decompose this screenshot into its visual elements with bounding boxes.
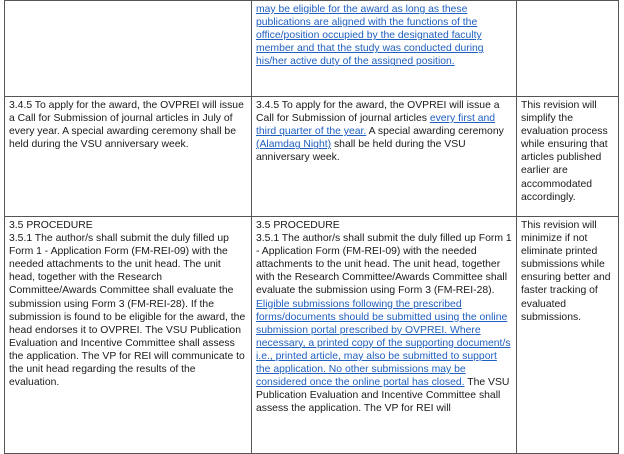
added-text: Eligible submissions following the prescribed forms/documents should be submitted using the online submission portal prescribed by OVPREI. Where necessary, a printed copy of the supporting document/s i.e., printed article, may also be submitted to support the application. No other submissions may be considered once the online portal has closed. (256, 298, 511, 389)
table-row (5, 1, 619, 97)
section-heading: 3.5 PROCEDURE (9, 220, 93, 231)
revised-provision-cell (252, 217, 517, 454)
added-text: every first and third quarter of the year. (256, 113, 496, 138)
revised-text: 3.5.1 The author/s shall submit the duly filled up Form 1 - Application Form (FM-REI-09) with the needed attachments to the unit head. The unit head, together with the Research Committee/Awards Committee shall evaluate the submission using Form 3 (FM-REI-28). (256, 233, 512, 297)
original-text: 3.4.5 To apply for the award, the OVPREI will issue a Call for Submission of journal articles in July of every year. A special awarding ceremony shall be held during the VSU anniversary week. (9, 100, 244, 151)
revised-text: A special awarding ceremony (366, 126, 504, 138)
rationale-text: This revision will simplify the evaluation process while ensuring that articles published earlier are accommodated accordingly. (521, 100, 608, 203)
revised-provision-cell (252, 1, 517, 97)
revised-text: shall be held during the VSU anniversary week. (256, 139, 466, 164)
revised-text: 3.4.5 To apply for the award, the OVPREI will issue a Call for Submission of journal articles (256, 100, 500, 125)
revised-text: The VSU Publication Evaluation and Incentive Committee shall assess the application. The VP for REI will (256, 377, 510, 415)
original-provision-cell (5, 1, 252, 97)
rationale-cell (517, 97, 619, 217)
revised-provision-cell (252, 97, 517, 217)
added-text: may be eligible for the award as long as these publications are aligned with the functions of the office/position occupied by the designated faculty member and that the study was conducted during his/her active duty of the assigned position. (256, 4, 484, 68)
section-heading: 3.5 PROCEDURE (256, 220, 340, 231)
rationale-cell (517, 1, 619, 97)
original-provision-cell (5, 217, 252, 454)
added-text: (Alamdag Night) (256, 139, 332, 151)
original-provision-cell (5, 97, 252, 217)
rationale-text: This revision will minimize if not eliminate printed submissions while ensuring better and faster tracking of evaluated submissions. (521, 220, 611, 323)
original-text: 3.5.1 The author/s shall submit the duly filled up Form 1 - Application Form (FM-REI-09) with the needed attachments to the unit head. The unit head, together with the Research Committee/Awards Committee shall evaluate the submission using Form 3 (FM-REI-28). If the submission is found to be eligible for the award, the head endorses it to OVPREI. The VSU Publication Evaluation and Incentive Committee shall assess the application. The VP for REI will communicate to the unit head regarding the results of the evaluation. (9, 233, 246, 389)
table-row (5, 217, 619, 454)
table-row (5, 97, 619, 217)
rationale-cell (517, 217, 619, 454)
revision-table (4, 0, 619, 454)
